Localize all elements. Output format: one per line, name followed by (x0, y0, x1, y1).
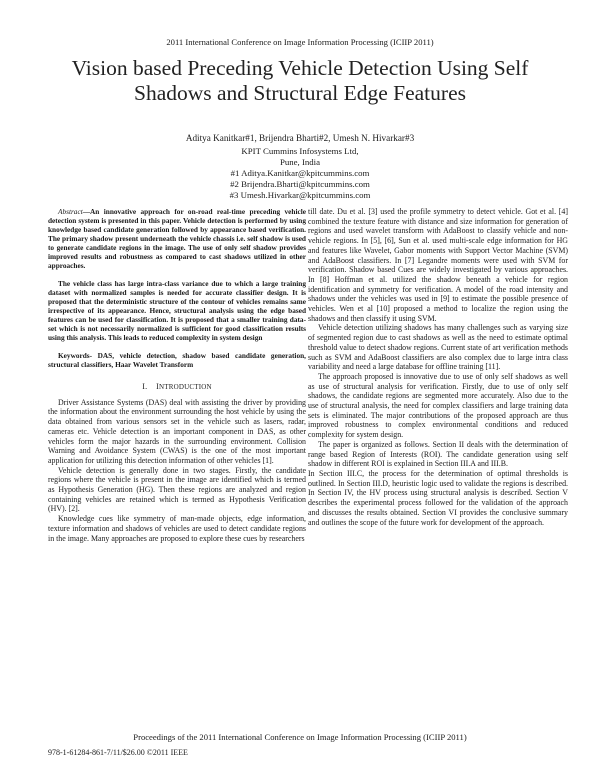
author-email: #1 Aditya.Kanitkar@kpitcummins.com (230, 168, 370, 178)
body-paragraph: The approach proposed is innovative due to use of only self shadows as well as use of structural analysis for verification. Firstly, due to use of only self shadows, the candidate regions are segmented more accurately. Also due to the use of structural analysis, the need for complex classifiers and large training data sets is eliminated. The major contributions of the proposed approach are thus improved robustness to complex environmental conditions and reduced complexity for system design. (308, 371, 568, 440)
section-number: I. (142, 382, 148, 391)
section-title-rest: NTRODUCTION (159, 383, 212, 391)
right-column (308, 207, 568, 527)
body-paragraph: Vehicle detection is generally done in two stages. Firstly, the candidate regions where the vehicle is present in the image are identified which is termed as Hypothesis Generation (HG). Then these regions are analyzed and region containing vehicles are retained which is termed as Hypothesis Verification (HV). [2]. (48, 465, 306, 514)
body-paragraph: In Section III.C, the process for the determination of optimal thresholds is outlined. In Section III.D, heuristic logic used to validate the regions is described. In Section IV, the HV process using structural analysis is described. Section V describes the experimental process followed for the validation of the approach and discusses the results obtained. Section VI provides the conclusive summary and outlines the scope of the future work for development of the approach. (308, 468, 568, 527)
section-heading-introduction (48, 382, 306, 393)
author-email: #2 Brijendra.Bharti@kpitcummins.com (230, 179, 370, 189)
left-column (48, 207, 306, 543)
keywords: Keywords- DAS, vehicle detection, shadow based candidate generation, structural classifiers, Haar Wavelet Transform (48, 351, 306, 369)
abstract-label: Abstract (58, 207, 83, 216)
body-paragraph: The paper is organized as follows. Section II deals with the determination of range based Region of Interests (ROI). The candidate generation using self shadow in different ROI is explained in Section III.A and III.B. (308, 439, 568, 469)
body-paragraph: till date. Du et al. [3] used the profile symmetry to detect vehicle. Got et al. [4] combined the texture feature with distance and size information for generation of regions and used wavelet transform with AdaBoost to classify vehicle and non-vehicle regions. In [5], [6], Sun et al. used multi-scale edge information for HG and features like Wavelet, Gabor moments with Support Vector Machine (SVM) and AdaBoost classifiers. In [7] Legandre moments were used with SVM for verification. Shadow based Cues are widely investigated by various approaches. In [8] Hoffman et al. utilized the shadow beneath a vehicle for region identification and symmetry for verification. A model of the road intensity and shadows under the vehicles was used in [9] to estimate the possible presence of vehicles. Wen et al [10] proposed a method to localize the region using the shadows and then classify it using SVM. (308, 207, 568, 323)
author-names: Aditya Kanitkar#1, Brijendra Bharti#2, Umesh N. Hivarkar#3 (185, 133, 415, 143)
paper-title (30, 56, 570, 106)
author-email: #3 Umesh.Hivarkar@kpitcummins.com (229, 190, 371, 200)
body-paragraph: Knowledge cues like symmetry of man-made objects, edge information, texture information and shadows of vehicles are used to detect candidate regions in the image. Many approaches are proposed to explore these cues by researchers (48, 514, 306, 543)
abstract-text: —An innovative approach for on-road real-time preceding vehicle detection system is presented in this paper. Vehicle detection is performed by using knowledge based candidate generation followed by appearance based verification. The primary shadow present underneath the vehicle chassis i.e. self shadow is used to generate candidate regions in the image. The use of only self shadow provides improved results and robustness as compared to cast shadows utilized in other approaches. (48, 207, 306, 270)
affiliation-city: Pune, India (279, 157, 321, 167)
affiliation-org: KPIT Cummins Infosystems Ltd, (241, 146, 359, 156)
title-line-2: Shadows and Structural Edge Features (134, 81, 466, 105)
isbn-copyright: 978-1-61284-861-7/11/$26.00 ©2011 IEEE (48, 748, 188, 757)
abstract-paragraph (48, 207, 306, 270)
abstract-paragraph-2: The vehicle class has large intra-class variance due to which a large training dataset with normalized samples is needed for accurate classifier design. It is proposed that the deterministic structure of the contour of vehicles remains same irrespective of its appearance. Hence, structural analysis using the edge based features can be used for classification. It is proposed that a smaller training data-set which is not necessarily normalized is sufficient for good classification results using this analysis. This leads to reduced complexity in system design (48, 279, 306, 342)
proceedings-footer: Proceedings of the 2011 International Conference on Image Information Processing (ICIIP 2011) (133, 732, 467, 742)
body-paragraph: Driver Assistance Systems (DAS) deal with assisting the driver by providing the information about the environment surrounding the host vehicle by using the data obtained from various sensors set in the vehicle such as lasers, radar, cameras etc. Vehicle detection is an important component in DAS, as other vehicles form the major hazards in the surrounding environment. Collision Warning and Avoidance System (CWAS) is the one of the most important application for utilizing this detection information of other vehicles [1]. (48, 397, 306, 465)
title-line-1: Vision based Preceding Vehicle Detection Using Self (71, 56, 529, 80)
section-initial: I (156, 382, 159, 391)
conference-header: 2011 International Conference on Image Information Processing (ICIIP 2011) (166, 37, 434, 47)
body-paragraph: Vehicle detection utilizing shadows has many challenges such as varying size of segmented region due to cast shadows as well as the need to estimate optimal threshold value to detect shadow regions. Current state of art verification methods such as SVM and AdaBoost classifiers are also complex due to large intra class variability and need a large database for offline training [11]. (308, 323, 568, 372)
author-block (100, 133, 500, 201)
